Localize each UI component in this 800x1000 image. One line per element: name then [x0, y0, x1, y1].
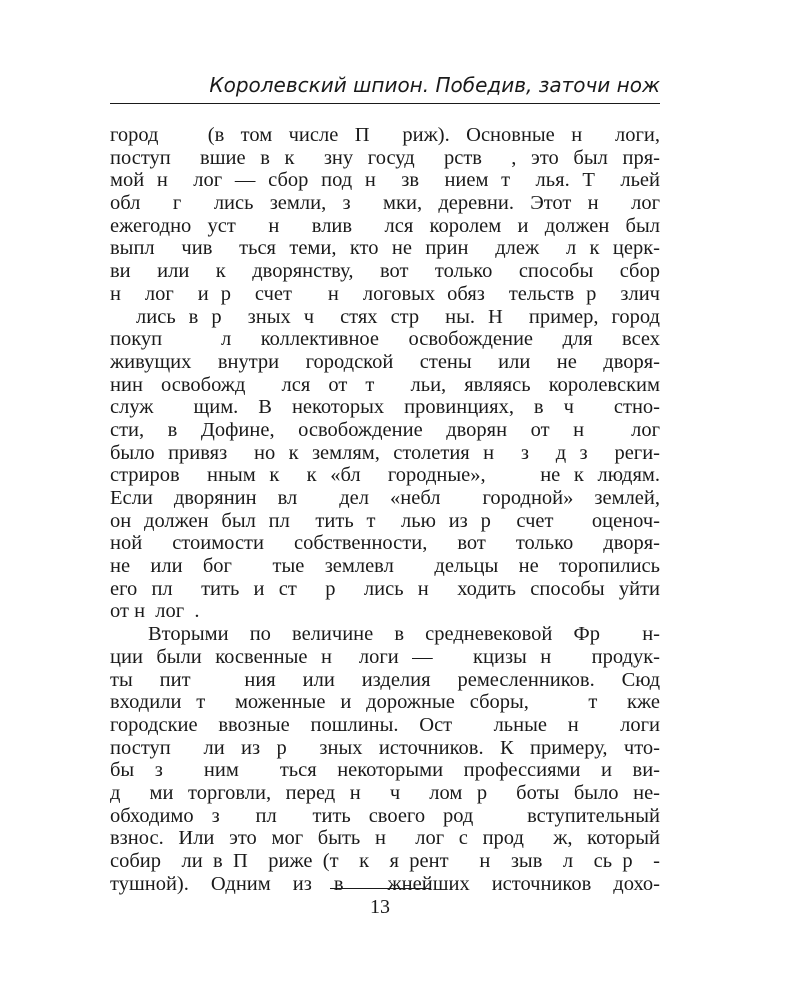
footer-rule — [330, 888, 430, 889]
text-line: от н лог . — [110, 600, 200, 623]
text-line: обл г лись земли, з мки, деревни. Этот н лог — [110, 192, 660, 215]
text-line: было привяз но к землям, столетия н з д з реги- — [110, 441, 660, 464]
text-line: сти, в Дофине, освобождение дворян от н лог — [110, 418, 660, 441]
text-line: ежегодно уст н влив лся королем и должен был — [110, 214, 660, 237]
text-line: город (в том числе П риж). Основные н логи, — [110, 124, 660, 146]
text-line: тушной). Одним из в жнейших источников дохо- — [110, 872, 660, 895]
text-line: не или бог тые землевл дельцы не торопились — [110, 555, 660, 578]
text-line: д ми торговли, перед н ч лом р боты было не- — [110, 781, 660, 804]
running-title: Королевский шпион. Победив, заточи нож — [209, 73, 660, 97]
paragraph-2 — [110, 623, 660, 895]
paragraph-1 — [110, 124, 660, 623]
text-line: живущих внутри городской стены или не дворя- — [110, 350, 660, 373]
text-line: ной стоимости собственности, вот только дворя- — [110, 532, 660, 555]
text-line: н лог и р счет н логовых обяз тельств р злич — [110, 282, 660, 305]
text-line: городские ввозные пошлины. Ост льные н логи — [110, 713, 660, 736]
text-line: ты пит ния или изделия ремесленников. Сюд — [110, 668, 660, 691]
page-number: 13 — [370, 896, 390, 918]
text-line: нин освобожд лся от т льи, являясь королевским — [110, 373, 660, 396]
text-line: стриров нным к к «бл городные», не к людям. — [110, 464, 660, 487]
text-line: Вторыми по величине в средневековой Фр н- — [148, 623, 660, 646]
text-line: ции были косвенные н логи — кцизы н продук- — [110, 645, 660, 668]
text-line: обходимо з пл тить своего род вступительный — [110, 804, 660, 827]
text-line: лись в р зных ч стях стр ны. Н пример, город — [110, 305, 660, 328]
text-line: служ щим. В некоторых провинциях, в ч стно- — [110, 396, 660, 419]
text-line: бы з ним ться некоторыми профессиями и ви- — [110, 759, 660, 782]
text-line: он должен был пл тить т лью из р счет оценоч- — [110, 509, 660, 532]
header-rule — [110, 103, 660, 104]
text-line: собир ли в П риже (т к я рент н зыв л сь р - — [110, 850, 660, 872]
text-line: выпл чив ться теми, кто не прин длеж л к церк- — [110, 237, 660, 260]
text-line: поступ ли из р зных источников. К примеру, что- — [110, 736, 660, 759]
text-line: входили т моженные и дорожные сборы, т кже — [110, 691, 660, 714]
text-line: взнос. Или это мог быть н лог с прод ж, который — [110, 827, 660, 850]
body-text — [110, 124, 660, 895]
text-line: ви или к дворянству, вот только способы сбор — [110, 260, 660, 283]
text-line: покуп л коллективное освобождение для всех — [110, 328, 660, 351]
text-line: поступ вшие в к зну госуд рств , это был пря- — [110, 146, 660, 169]
text-line: Если дворянин вл дел «небл городной» землей, — [110, 487, 660, 509]
text-line: его пл тить и ст р лись н ходить способы уйти — [110, 577, 660, 600]
text-line: мой н лог — сбор под н зв нием т лья. Т льей — [110, 169, 660, 192]
